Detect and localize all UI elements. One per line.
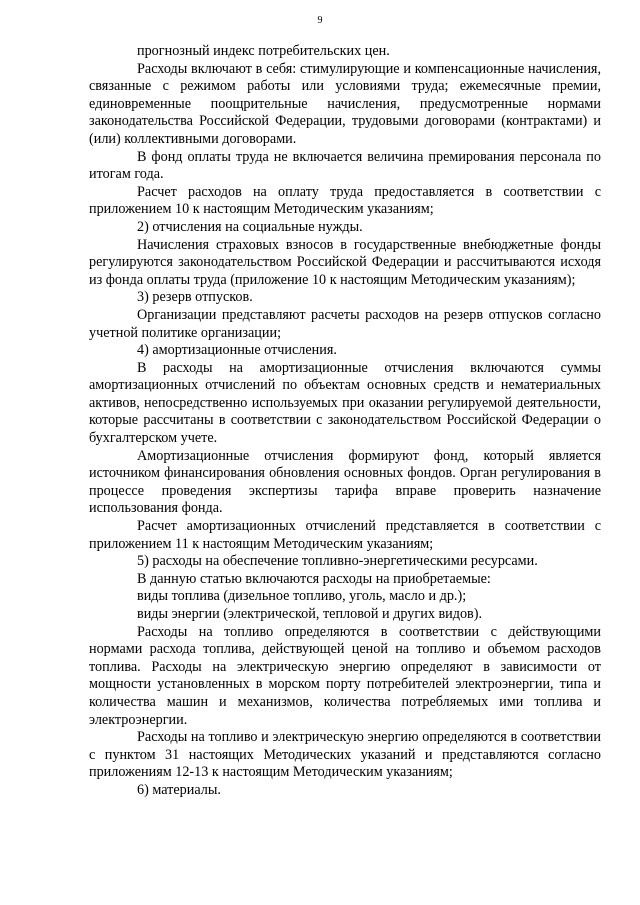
item-social-contributions-heading: 2) отчисления на социальные нужды. xyxy=(137,218,363,235)
paragraph-vacation-reserve: Организации представляют расчеты расходов на резерв отпусков согласно учетной политике организации; xyxy=(89,306,601,341)
paragraph-fuel-expenses: Расходы на топливо определяются в соответствии с действующими нормами расхода топлива, действующей ценой на топливо и объемом расходов топлива. Расходы на электрическую энергию определяют в зависимости от мощности установленных в морском порту потребителей электроэнергии, типа и количества машин и механизмов, количества потребляемых ими топлива и электроэнергии. xyxy=(89,623,601,728)
item-fuel-energy-heading: 5) расходы на обеспечение топливно-энергетическими ресурсами. xyxy=(137,553,538,570)
item-materials-heading: 6) материалы. xyxy=(137,781,221,798)
paragraph-depreciation-calculation: Расчет амортизационных отчислений представляется в соответствии с приложением 11 к настоящим Методическим указаниям; xyxy=(89,518,601,552)
paragraph-bonus-exclusion: В фонд оплаты труда не включается величина премирования персонала по итогам года. xyxy=(89,148,601,183)
item-vacation-reserve-heading: 3) резерв отпусков. xyxy=(137,289,253,306)
paragraph-fuel-types: виды топлива (дизельное топливо, уголь, масло и др.); xyxy=(137,588,467,605)
paragraph-item-includes: В данную статью включаются расходы на приобретаемые: xyxy=(137,570,491,587)
page-number: 9 xyxy=(317,15,323,26)
paragraph-depreciation-fund: Амортизационные отчисления формируют фонд, который является источником финансирования обновления основных фондов. Орган регулирования в процессе проведения экспертизы тарифа вправе проверить назначение использования фонда. xyxy=(89,447,601,517)
paragraph-labor-cost-calculation: Расчет расходов на оплату труда предоставляется в соответствии с приложением 10 к настоящим Методическим указаниям; xyxy=(89,183,601,218)
paragraph-energy-types: виды энергии (электрической, тепловой и других видов). xyxy=(137,606,483,622)
paragraph-fuel-energy-determination: Расходы на топливо и электрическую энергию определяются в соответствии с пунктом 31 настоящих Методических указаний и представляются согласно приложениям 12-13 к настоящим Методическим указаниям; xyxy=(89,729,601,781)
paragraph-depreciation-expenses: В расходы на амортизационные отчисления включаются суммы амортизационных отчислений по объектам основных средств и нематериальных активов, непосредственно используемых при оказании регулируемой деятельности, которые рассчитаны в соответствии с законодательством Российской Федерации о бухгалтерском учете. xyxy=(89,359,601,447)
item-depreciation-heading: 4) амортизационные отчисления. xyxy=(137,342,337,359)
paragraph-expenses-include: Расходы включают в себя: стимулирующие и компенсационные начисления, связанные с режимом работы или условиями труда; ежемесячные премии, единовременные поощрительные начисления, предусмотренные нормами законодательства Российской Федерации, трудовыми договорами (контрактами) и (или) коллективными договорами. xyxy=(89,60,601,147)
paragraph-consumer-price-index: прогнозный индекс потребительских цен. xyxy=(137,43,390,59)
document-body xyxy=(89,43,601,800)
paragraph-insurance-contributions: Начисления страховых взносов в государственные внебюджетные фонды регулируются законодательством Российской Федерации и рассчитываются исходя из фонда оплаты труда (приложение 10 к настоящим Методическим указаниям); xyxy=(89,236,601,288)
